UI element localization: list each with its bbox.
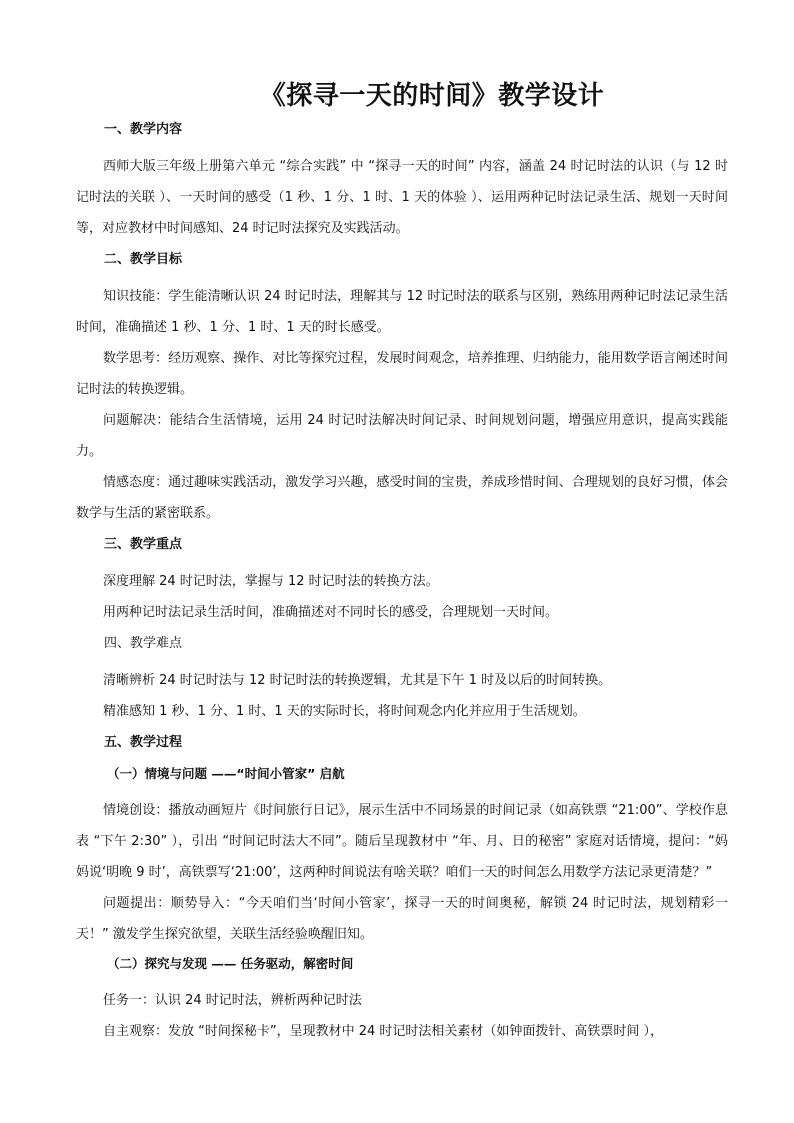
- document-body: [76, 120, 728, 1047]
- paragraph: 情境创设：播放动画短片《时间旅行日记》，展示生活中不同场景的时间记录（如高铁票 “21:00”、学校作息表 “下午 2:30” ），引出 “时间记时法大不同”。随后呈现教材中 “年、月、日的秘密” 家庭对话情境，提问：“妈妈说‘明晚 9 时’，高铁票写‘21:00’，这两种时间说法有啥关联？咱们一天的时间怎么用数学方法记录更清楚？”: [76, 803, 728, 880]
- paragraph: 情感态度：通过趣味实践活动，激发学习兴趣，感受时间的宝贵，养成珍惜时间、合理规划的良好习惯，体会数学与生活的紧密联系。: [76, 475, 728, 521]
- section-heading-process: 五、教学过程: [104, 735, 183, 750]
- section-heading-content: 一、教学内容: [104, 122, 183, 137]
- paragraph: 任务一：认识 24 时记时法，辨析两种记时法: [103, 993, 362, 1008]
- section-heading-difficulties: 四、教学难点: [104, 636, 183, 651]
- paragraph: 精准感知 1 秒、1 分、1 时、1 天的实际时长，将时间观念内化并应用于生活规划。: [103, 704, 586, 719]
- subsection-heading: （二）探究与发现 —— 任务驱动，解密时间: [107, 956, 354, 971]
- paragraph: 深度理解 24 时记时法，掌握与 12 时记时法的转换方法。: [103, 574, 439, 589]
- section-heading-objectives: 二、教学目标: [104, 252, 183, 267]
- paragraph: 数学思考：经历观察、操作、对比等探究过程，发展时间观念，培养推理、归纳能力，能用数学语言阐述时间记时法的转换逻辑。: [76, 351, 728, 397]
- paragraph: 自主观察：发放 “时间探秘卡”，呈现教材中 24 时记时法相关素材（如钟面拨针、高铁票时间 ），: [103, 1024, 664, 1039]
- subsection-heading: （一）情境与问题 ——“时间小管家” 启航: [107, 766, 345, 781]
- document-title: 《探寻一天的时间》教学设计: [259, 81, 605, 111]
- paragraph: 知识技能：学生能清晰认识 24 时记时法，理解其与 12 时记时法的联系与区别，熟练用两种记时法记录生活时间，准确描述 1 秒、1 分、1 时、1 天的时长感受。: [76, 289, 728, 335]
- paragraph: 用两种记时法记录生活时间，准确描述对不同时长的感受，合理规划一天时间。: [103, 605, 559, 620]
- section-heading-key-points: 三、教学重点: [104, 537, 183, 552]
- paragraph: 问题解决：能结合生活情境，运用 24 时记时法解决时间记录、时间规划问题，增强应用意识，提高实践能力。: [76, 413, 728, 459]
- paragraph: 清晰辨析 24 时记时法与 12 时记时法的转换逻辑，尤其是下午 1 时及以后的时间转换。: [103, 673, 612, 688]
- paragraph: 问题提出：顺势导入：“今天咱们当‘时间小管家’，探寻一天的时间奥秘，解锁 24 时记时法，规划精彩一天！” 激发学生探究欲望，关联生活经验唤醒旧知。: [76, 896, 728, 942]
- paragraph: 西师大版三年级上册第六单元 “综合实践” 中 “探寻一天的时间” 内容，涵盖 24 时记时法的认识（与 12 时记时法的关联 ）、一天时间的感受（1 秒、1 分、1 时、1 天的体验 ）、运用两种记时法记录生活、规划一天时间等，对应教材中时间感知、24 时记时法探究及实践活动。: [76, 159, 728, 236]
